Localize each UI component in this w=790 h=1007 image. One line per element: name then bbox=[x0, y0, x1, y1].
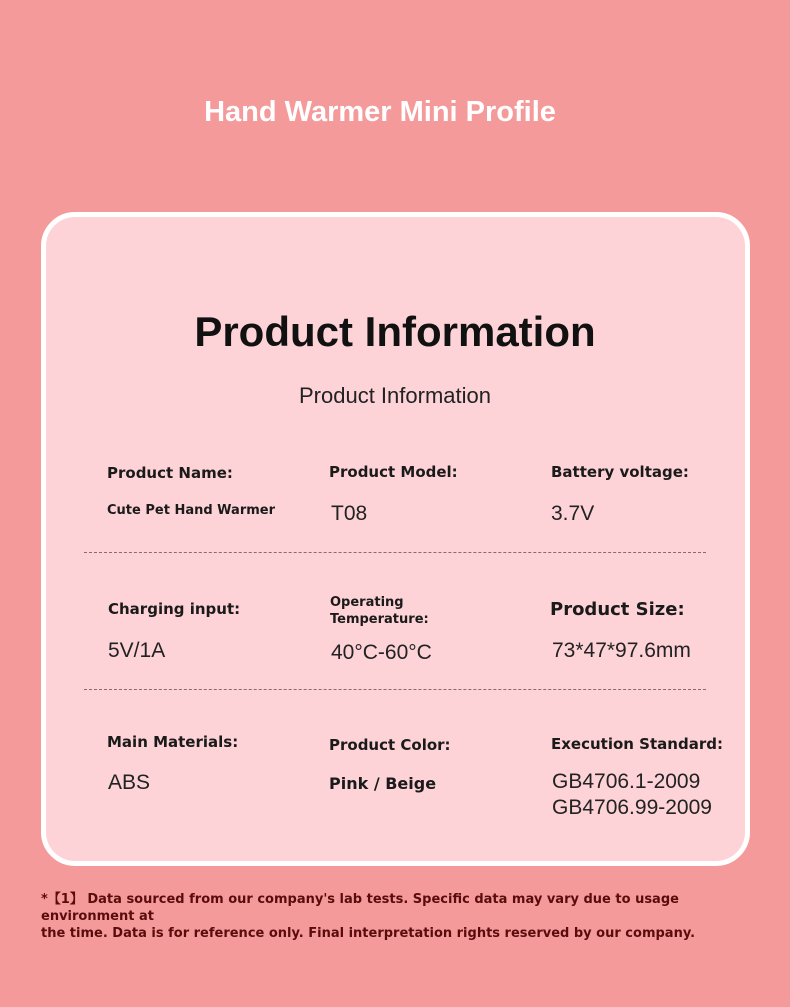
row-divider-2 bbox=[84, 689, 706, 690]
product-name-label: Product Name: bbox=[107, 464, 233, 482]
operating-temperature-label-line2: Temperature: bbox=[330, 612, 429, 627]
product-color-value: Pink / Beige bbox=[329, 774, 437, 793]
execution-standard-value-line1: GB4706.1-2009 bbox=[552, 770, 701, 793]
execution-standard-value bbox=[552, 769, 712, 821]
page-title: Hand Warmer Mini Profile bbox=[204, 96, 556, 128]
footnote-line2: the time. Data is for reference only. Final interpretation rights reserved by our company. bbox=[41, 926, 696, 941]
operating-temperature-value: 40°C-60°C bbox=[331, 641, 432, 664]
row-divider-1 bbox=[84, 552, 706, 553]
charging-input-value: 5V/1A bbox=[108, 639, 166, 662]
battery-voltage-label: Battery voltage: bbox=[551, 463, 689, 481]
product-model-value: T08 bbox=[331, 502, 368, 525]
card-subtitle: Product Information bbox=[299, 383, 491, 408]
execution-standard-value-line2: GB4706.99-2009 bbox=[552, 796, 712, 819]
charging-input-label: Charging input: bbox=[108, 600, 241, 618]
execution-standard-label: Execution Standard: bbox=[551, 735, 723, 753]
main-materials-value: ABS bbox=[108, 771, 151, 794]
main-materials-label: Main Materials: bbox=[107, 733, 239, 751]
footnote bbox=[41, 891, 761, 942]
operating-temperature-label bbox=[330, 594, 490, 628]
product-size-label: Product Size: bbox=[550, 599, 685, 620]
product-size-value: 73*47*97.6mm bbox=[552, 639, 691, 662]
operating-temperature-label-line1: Operating bbox=[330, 595, 404, 610]
battery-voltage-value: 3.7V bbox=[551, 502, 595, 525]
product-name-value: Cute Pet Hand Warmer bbox=[107, 503, 276, 518]
footnote-line1: *【1】 Data sourced from our company's lab tests. Specific data may vary due to usage environment at bbox=[41, 892, 679, 924]
card-title: Product Information bbox=[194, 308, 596, 355]
product-model-label: Product Model: bbox=[329, 463, 458, 481]
product-color-label: Product Color: bbox=[329, 736, 451, 754]
